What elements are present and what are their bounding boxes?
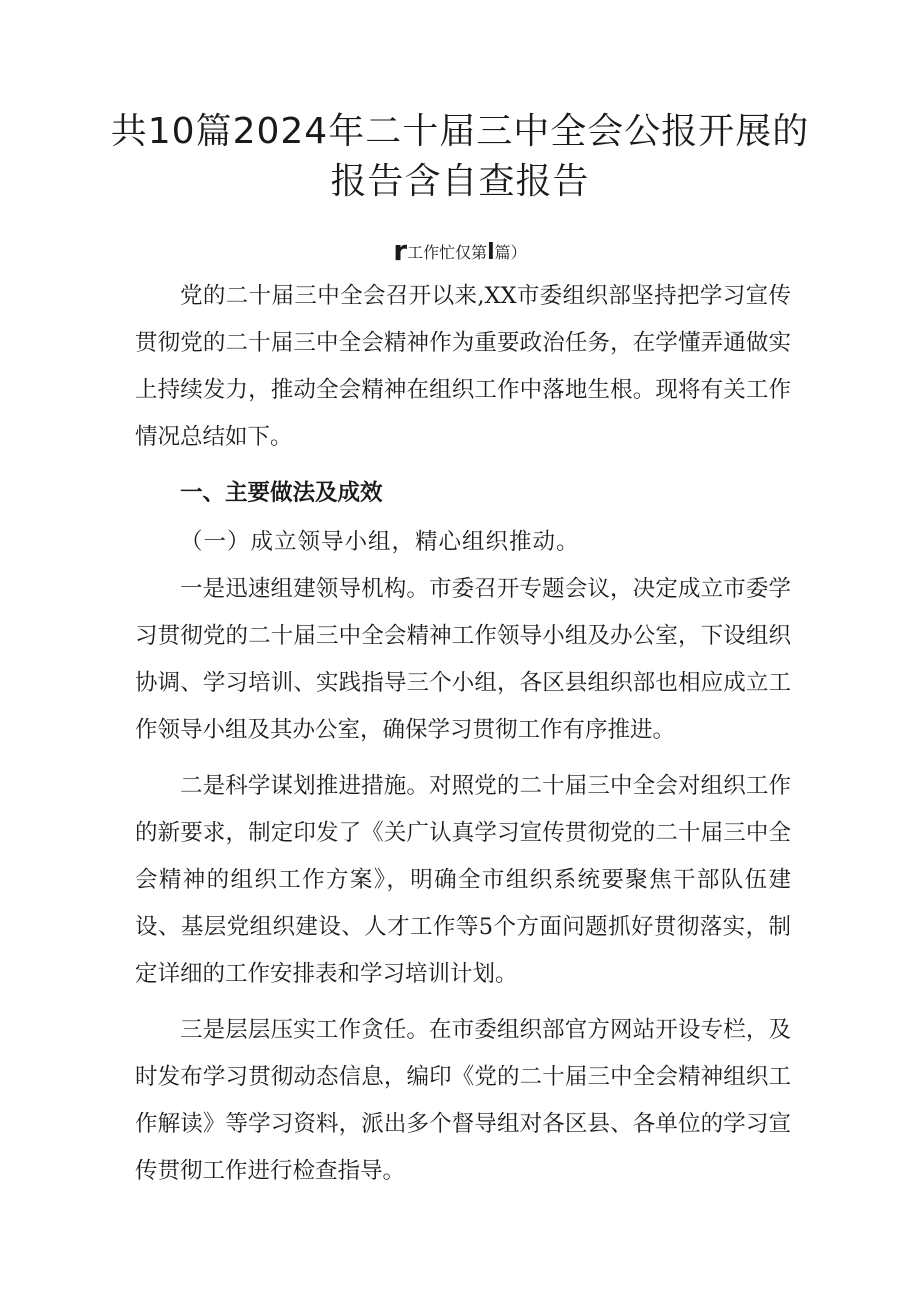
body-paragraph-1: 一是迅速组建领导机构。市委召开专题会议，决定成立市委学习贯彻党的二十届三中全会精神工作领导小组及办公室，下设组织协调、学习培训、实践指导三个小组，各区县组织部也相应成立工作领导小组及其办公室，确保学习贯彻工作有序推进。 (135, 576, 791, 743)
intro-paragraph: 党的二十届三中全会召开以来,XX市委组织部坚持把学习宣传贯彻党的二十届三中全会精神作为重要政治任务，在学懂弄通做实上持续发力，推动全会精神在组织工作中落地生根。现将有关工作情况总结如下。 (135, 283, 791, 450)
section-heading-1: 一、主要做法及成效 (180, 480, 383, 506)
subtitle-marker: l (487, 240, 495, 265)
body-paragraph-2: 二是科学谋划推进措施。对照党的二十届三中全会对组织工作的新要求，制定印发了《关广认真学习宣传贯彻党的二十届三中全会精神的组织工作方案》，明确全市组织系统要聚焦干部队伍建设、基层党组织建设、人才工作等5个方面问题抓好贯彻落实，制定详细的工作安排表和学习培训计划。 (135, 773, 791, 987)
subtitle-prefix: r (393, 234, 408, 267)
document-title-line-2: 报告含自查报告 (330, 161, 590, 202)
document-subtitle (0, 236, 920, 268)
document-title-line-1: 共10篇2024年二十届三中全会公报开展的 (110, 111, 810, 152)
subtitle-suffix: 篇） (494, 243, 527, 262)
subtitle-middle: 工作忙仅第 (407, 243, 488, 262)
subsection-heading-1: （一）成立领导小组，精心组织推动。 (180, 529, 580, 555)
body-paragraph-3: 三是层层压实工作贪任。在市委组织部官方网站开设专栏，及时发布学习贯彻动态信息，编印《党的二十届三中全会精神组织工作解读》等学习资料，派出多个督导组对各区县、各单位的学习宣传贯彻工作进行检查指导。 (135, 1017, 791, 1184)
